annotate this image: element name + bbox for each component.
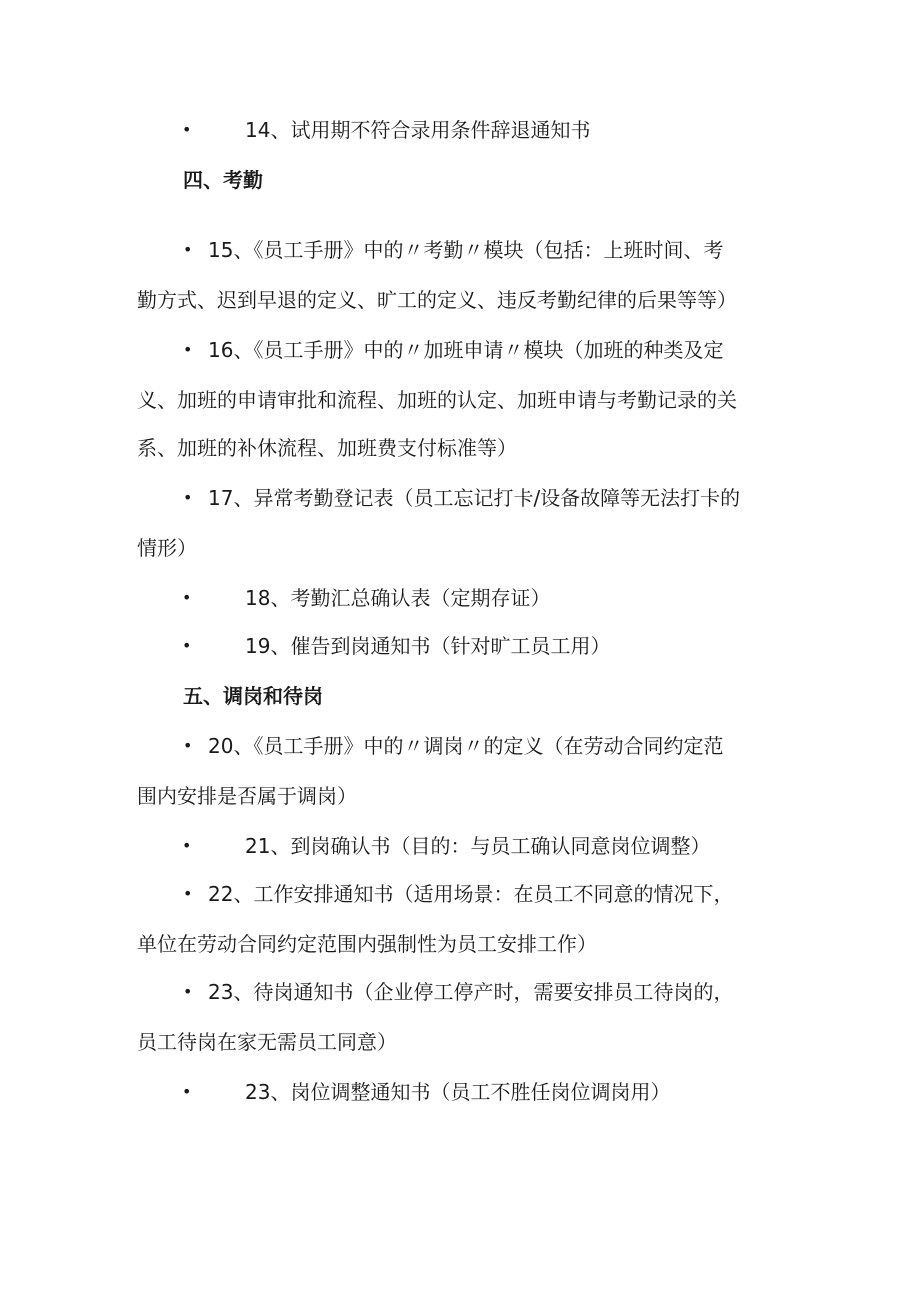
- item-16-line1: 16、《员工手册》中的〃加班申请〃模块（加班的种类及定: [208, 338, 724, 362]
- item-18: 18、考勤汇总确认表（定期存证）: [245, 586, 551, 610]
- bullet-23: •: [183, 982, 193, 1001]
- item-23-line2: 员工待岗在家无需员工同意）: [137, 1030, 397, 1054]
- item-23-line1: 23、待岗通知书（企业停工停产时，需要安排员工待岗的，: [208, 980, 734, 1004]
- item-15-line2: 勤方式、迟到早退的定义、旷工的定义、违反考勤纪律的后果等等）: [137, 288, 737, 312]
- item-19: 19、催告到岗通知书（针对旷工员工用）: [245, 634, 611, 658]
- section-heading-attendance: 四、考勤: [183, 168, 263, 192]
- bullet-15: •: [183, 240, 193, 259]
- bullet-20: •: [183, 736, 193, 755]
- bullet-17: •: [183, 488, 193, 507]
- item-20-line2: 围内安排是否属于调岗）: [137, 784, 357, 808]
- bullet-18: •: [182, 588, 192, 607]
- item-20-line1: 20、《员工手册》中的〃调岗〃的定义（在劳动合同约定范: [208, 734, 724, 758]
- bullet-19: •: [182, 636, 192, 655]
- section-heading-transfer: 五、调岗和待岗: [183, 684, 323, 708]
- item-15-line1: 15、《员工手册》中的〃考勤〃模块（包括：上班时间、考: [208, 238, 724, 262]
- item-17-line2: 情形）: [137, 536, 197, 560]
- item-17-line1: 17、异常考勤登记表（员工忘记打卡/设备故障等无法打卡的: [208, 486, 741, 510]
- bullet-16: •: [183, 340, 193, 359]
- item-22-line2: 单位在劳动合同约定范围内强制性为员工安排工作）: [137, 932, 597, 956]
- item-14: 14、试用期不符合录用条件辞退通知书: [245, 118, 591, 142]
- item-16-line3: 系、加班的补休流程、加班费支付标准等）: [137, 436, 517, 460]
- item-16-line2: 义、加班的申请审批和流程、加班的认定、加班申请与考勤记录的关: [137, 388, 737, 412]
- bullet-22: •: [183, 884, 193, 903]
- bullet-21: •: [182, 836, 192, 855]
- item-23b: 23、岗位调整通知书（员工不胜任岗位调岗用）: [245, 1080, 671, 1104]
- bullet-14: •: [182, 120, 192, 139]
- item-22-line1: 22、工作安排通知书（适用场景：在员工不同意的情况下，: [208, 882, 734, 906]
- bullet-23b: •: [182, 1082, 192, 1101]
- item-21: 21、到岗确认书（目的：与员工确认同意岗位调整）: [245, 834, 711, 858]
